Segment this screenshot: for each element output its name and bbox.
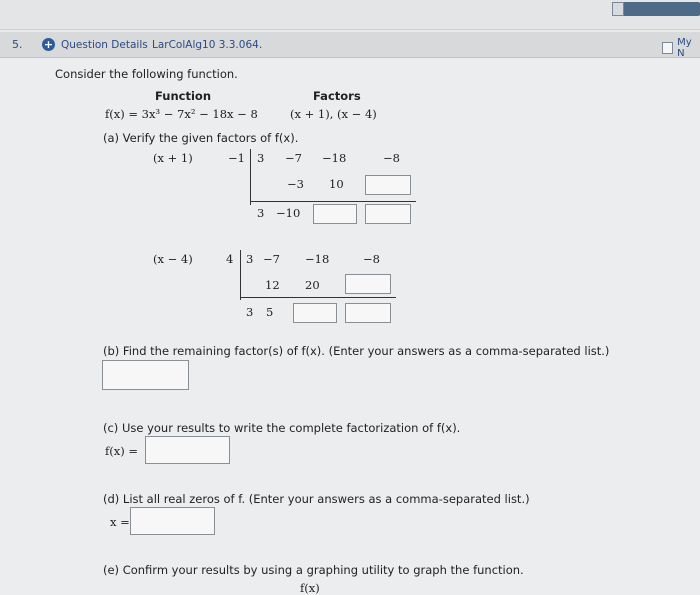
div1-vertical-bar (250, 149, 251, 205)
my-notes-button[interactable] (662, 37, 700, 59)
div1-coeff: 3 (257, 151, 265, 165)
part-e-prompt: (e) Confirm your results by using a graphing utility to graph the function. (103, 563, 524, 577)
top-tab[interactable] (612, 2, 700, 16)
div1-horizontal-bar (250, 201, 416, 202)
question-header (0, 32, 700, 58)
intro-text: Consider the following function. (55, 67, 238, 81)
question-details-link[interactable]: Question Details (61, 39, 148, 51)
question-code: LarColAlg10 3.3.064. (152, 39, 263, 51)
question-body (0, 59, 700, 595)
div1-row3-value: 3 (257, 206, 265, 220)
part-d-prompt: (d) List all real zeros of f. (Enter your answers as a comma-separated list.) (103, 492, 530, 506)
div1-coeff: −7 (285, 151, 302, 165)
div2-vertical-bar (240, 250, 241, 300)
function-expression: f(x) = 3x³ − 7x² − 18x − 8 (105, 107, 258, 121)
div2-coeff: −8 (363, 252, 380, 266)
div2-row3-value: 3 (246, 305, 254, 319)
part-a-prompt: (a) Verify the given factors of f(x). (103, 131, 299, 145)
part-c-prompt: (c) Use your results to write the complete factorization of f(x). (103, 421, 461, 435)
graph-axis-label: f(x) (300, 581, 320, 595)
div2-row3-value: 5 (266, 305, 274, 319)
notes-icon (662, 42, 673, 54)
div1-row2-value: −3 (287, 177, 304, 191)
div1-row2-answer-input[interactable] (365, 175, 411, 195)
div2-coeff: 3 (246, 252, 254, 266)
expand-plus-icon[interactable]: + (43, 38, 54, 51)
real-zeros-input[interactable] (130, 507, 215, 535)
div1-root: −1 (228, 151, 245, 165)
tab-checkbox-icon (612, 2, 624, 16)
factorization-input[interactable] (145, 436, 230, 464)
div2-row3-answer-input[interactable] (293, 303, 337, 323)
div1-coeff: −8 (383, 151, 400, 165)
browser-top-strip (0, 0, 700, 30)
div2-coeff: −7 (263, 252, 280, 266)
div1-remainder-input[interactable] (365, 204, 411, 224)
div2-horizontal-bar (240, 297, 396, 298)
zeros-label: x = (110, 515, 130, 529)
div2-coeff: −18 (305, 252, 330, 266)
div2-factor: (x − 4) (153, 252, 193, 266)
div1-coeff: −18 (322, 151, 347, 165)
function-header: Function (155, 89, 212, 103)
div1-row3-value: −10 (276, 206, 301, 220)
question-number: 5. (12, 38, 23, 51)
div2-remainder-input[interactable] (345, 303, 391, 323)
div1-row3-answer-input[interactable] (313, 204, 357, 224)
factors-header: Factors (313, 89, 361, 103)
div2-root: 4 (226, 252, 234, 266)
factors-expression: (x + 1), (x − 4) (290, 107, 377, 121)
part-b-prompt: (b) Find the remaining factor(s) of f(x). (Enter your answers as a comma-separated list.) (103, 344, 610, 358)
my-notes-label: My N (677, 37, 692, 59)
div1-row2-value: 10 (329, 177, 344, 191)
remaining-factors-input[interactable] (102, 360, 189, 390)
div2-row2-value: 12 (265, 278, 280, 292)
div2-row2-answer-input[interactable] (345, 274, 391, 294)
div1-factor: (x + 1) (153, 151, 193, 165)
div2-row2-value: 20 (305, 278, 320, 292)
factorization-label: f(x) = (105, 444, 139, 458)
